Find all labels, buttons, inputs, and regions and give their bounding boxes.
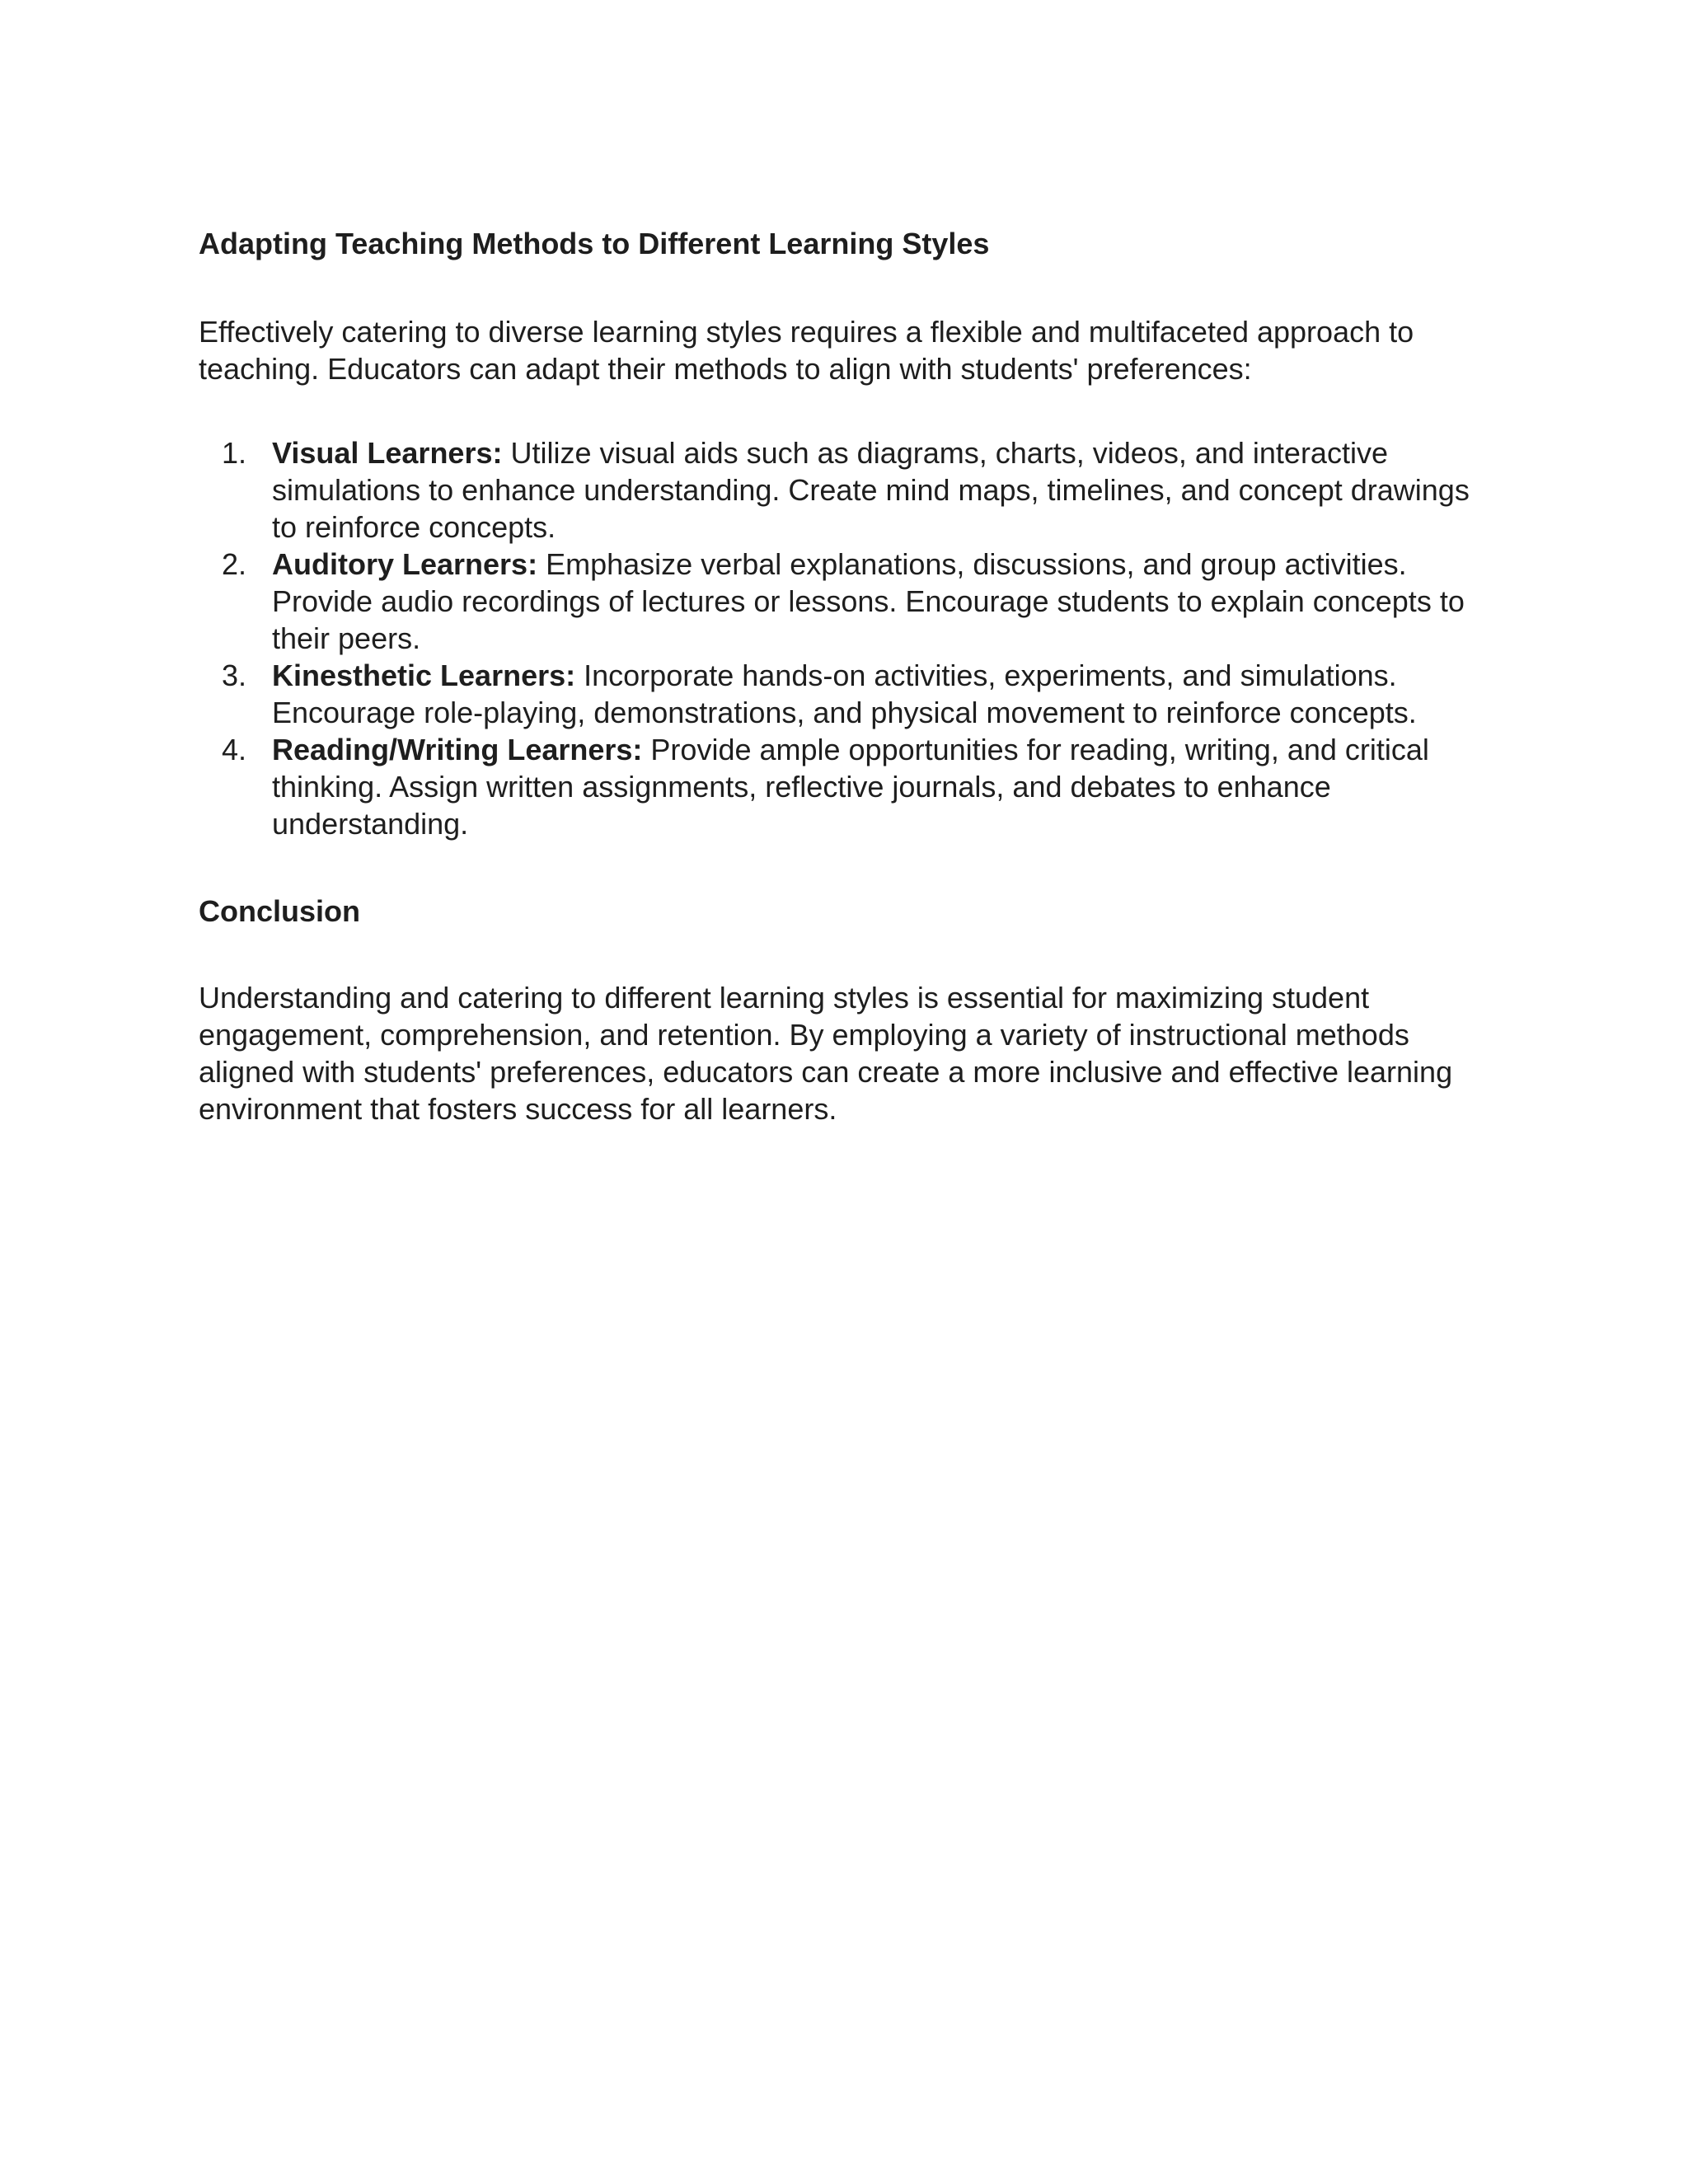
conclusion-heading: Conclusion xyxy=(199,894,360,928)
list-number: 2. xyxy=(222,547,247,581)
document-title: Adapting Teaching Methods to Different Learning Styles xyxy=(199,227,990,260)
learning-styles-list xyxy=(199,434,1484,842)
list-text: Incorporate hands-on activities, experiments, and simulations. Encourage role-playing, demonstrations, and physical movement to reinforce concepts. xyxy=(272,658,1417,729)
list-text: Provide ample opportunities for reading, writing, and critical thinking. Assign written assignments, reflective journals, and debates to enhance understanding. xyxy=(272,733,1429,841)
list-item-visual xyxy=(199,434,1484,546)
list-term: Reading/Writing Learners: xyxy=(272,733,643,766)
list-number: 3. xyxy=(222,658,247,692)
conclusion-paragraph: Understanding and catering to different learning styles is essential for maximizing student engagement, comprehension, and retention. By employing a variety of instructional methods aligned with students' preferences, educators can create a more inclusive and effective learning environment that fosters success for all learners. xyxy=(199,981,1453,1126)
list-term: Visual Learners: xyxy=(272,436,503,470)
list-text: Emphasize verbal explanations, discussions, and group activities. Provide audio recordings of lectures or lessons. Encourage students to explain concepts to their peers. xyxy=(272,547,1465,655)
intro-paragraph: Effectively catering to diverse learning styles requires a flexible and multifaceted approach to teaching. Educators can adapt their methods to align with students' preferences: xyxy=(199,315,1414,386)
list-item-reading-writing xyxy=(199,731,1484,842)
list-term: Kinesthetic Learners: xyxy=(272,658,576,692)
list-number: 4. xyxy=(222,733,247,766)
list-number: 1. xyxy=(222,436,247,470)
list-text: Utilize visual aids such as diagrams, charts, videos, and interactive simulations to enhance understanding. Create mind maps, timelines, and concept drawings to reinforce concepts. xyxy=(272,436,1470,544)
list-item-auditory xyxy=(199,546,1484,657)
list-item-kinesthetic xyxy=(199,657,1484,731)
list-term: Auditory Learners: xyxy=(272,547,538,581)
